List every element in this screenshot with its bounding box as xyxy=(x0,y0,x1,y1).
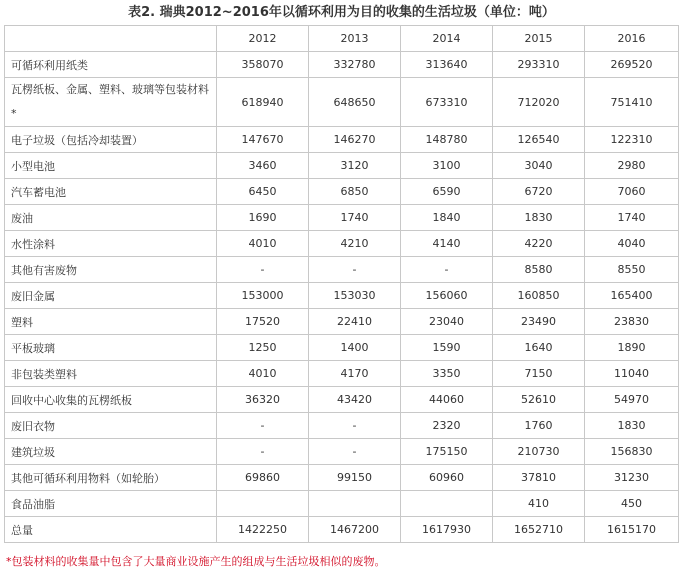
value-cell: 4220 xyxy=(493,231,585,257)
value-cell: 1615170 xyxy=(585,517,679,543)
value-cell: 1617930 xyxy=(401,517,493,543)
value-cell: 1640 xyxy=(493,335,585,361)
value-cell: 122310 xyxy=(585,127,679,153)
row-label: 非包装类塑料 xyxy=(5,361,217,387)
table-row xyxy=(5,439,679,465)
value-cell: 293310 xyxy=(493,52,585,78)
table-row xyxy=(5,491,679,517)
value-cell: 1652710 xyxy=(493,517,585,543)
header-cell-year: 2013 xyxy=(309,26,401,52)
value-cell: 17520 xyxy=(217,309,309,335)
value-cell: 44060 xyxy=(401,387,493,413)
value-cell: 6850 xyxy=(309,179,401,205)
row-label: 塑料 xyxy=(5,309,217,335)
value-cell: 8580 xyxy=(493,257,585,283)
value-cell xyxy=(401,491,493,517)
value-cell: 1422250 xyxy=(217,517,309,543)
footnote: *包装材料的收集量中包含了大量商业设施产生的组成与生活垃圾相似的废物。 xyxy=(6,555,386,568)
table-row xyxy=(5,361,679,387)
value-cell: 3350 xyxy=(401,361,493,387)
table-row xyxy=(5,257,679,283)
value-cell: 156060 xyxy=(401,283,493,309)
row-label: 汽车蓄电池 xyxy=(5,179,217,205)
table-row xyxy=(5,127,679,153)
value-cell: 156830 xyxy=(585,439,679,465)
table-row xyxy=(5,153,679,179)
value-cell: 4010 xyxy=(217,231,309,257)
value-cell: 3040 xyxy=(493,153,585,179)
value-cell: 11040 xyxy=(585,361,679,387)
value-cell: 673310 xyxy=(401,78,493,127)
value-cell: 4040 xyxy=(585,231,679,257)
row-label: 废旧衣物 xyxy=(5,413,217,439)
header-row xyxy=(5,26,679,52)
row-label: 水性涂料 xyxy=(5,231,217,257)
value-cell: 36320 xyxy=(217,387,309,413)
value-cell: 153030 xyxy=(309,283,401,309)
value-cell: - xyxy=(217,413,309,439)
row-label: 食品油脂 xyxy=(5,491,217,517)
value-cell: 147670 xyxy=(217,127,309,153)
value-cell xyxy=(309,491,401,517)
value-cell: 3120 xyxy=(309,153,401,179)
value-cell: 1740 xyxy=(309,205,401,231)
value-cell: 648650 xyxy=(309,78,401,127)
value-cell: - xyxy=(217,257,309,283)
value-cell: 37810 xyxy=(493,465,585,491)
value-cell: 269520 xyxy=(585,52,679,78)
waste-table xyxy=(4,25,679,543)
value-cell: 175150 xyxy=(401,439,493,465)
header-cell-corner xyxy=(5,26,217,52)
value-cell: 6450 xyxy=(217,179,309,205)
table-row xyxy=(5,179,679,205)
table-row xyxy=(5,78,679,127)
value-cell: - xyxy=(401,257,493,283)
value-cell: 1250 xyxy=(217,335,309,361)
value-cell xyxy=(217,491,309,517)
value-cell: 60960 xyxy=(401,465,493,491)
header-cell-year: 2012 xyxy=(217,26,309,52)
table-row xyxy=(5,335,679,361)
row-label: 总量 xyxy=(5,517,217,543)
value-cell: 751410 xyxy=(585,78,679,127)
header-cell-year: 2016 xyxy=(585,26,679,52)
table-row xyxy=(5,309,679,335)
value-cell: 1830 xyxy=(585,413,679,439)
value-cell: 1760 xyxy=(493,413,585,439)
value-cell: 22410 xyxy=(309,309,401,335)
value-cell: 99150 xyxy=(309,465,401,491)
table-row xyxy=(5,231,679,257)
value-cell: - xyxy=(309,439,401,465)
table-row xyxy=(5,517,679,543)
row-label: 废油 xyxy=(5,205,217,231)
value-cell: 4140 xyxy=(401,231,493,257)
value-cell: 1830 xyxy=(493,205,585,231)
row-label: 其他可循环利用物料（如轮胎） xyxy=(5,465,217,491)
row-label: 平板玻璃 xyxy=(5,335,217,361)
value-cell: 210730 xyxy=(493,439,585,465)
value-cell: 4210 xyxy=(309,231,401,257)
table-row xyxy=(5,283,679,309)
table-row xyxy=(5,205,679,231)
value-cell: - xyxy=(309,257,401,283)
value-cell: 148780 xyxy=(401,127,493,153)
table-caption: 表2. 瑞典2012~2016年以循环利用为目的收集的生活垃圾（单位：吨） xyxy=(128,5,555,20)
table-row xyxy=(5,52,679,78)
value-cell: 3460 xyxy=(217,153,309,179)
value-cell: 2980 xyxy=(585,153,679,179)
value-cell: 31230 xyxy=(585,465,679,491)
value-cell: 165400 xyxy=(585,283,679,309)
value-cell: 3100 xyxy=(401,153,493,179)
value-cell: 8550 xyxy=(585,257,679,283)
value-cell: 6590 xyxy=(401,179,493,205)
value-cell: 52610 xyxy=(493,387,585,413)
value-cell: 313640 xyxy=(401,52,493,78)
value-cell: 23490 xyxy=(493,309,585,335)
value-cell: 1467200 xyxy=(309,517,401,543)
value-cell: 126540 xyxy=(493,127,585,153)
value-cell: 358070 xyxy=(217,52,309,78)
row-label: 废旧金属 xyxy=(5,283,217,309)
table-row xyxy=(5,387,679,413)
row-label: 瓦楞纸板、金属、塑料、玻璃等包装材料* xyxy=(5,78,217,127)
value-cell: 450 xyxy=(585,491,679,517)
row-label: 可循环利用纸类 xyxy=(5,52,217,78)
value-cell: 332780 xyxy=(309,52,401,78)
value-cell: 160850 xyxy=(493,283,585,309)
value-cell: 6720 xyxy=(493,179,585,205)
row-label: 其他有害废物 xyxy=(5,257,217,283)
header-cell-year: 2014 xyxy=(401,26,493,52)
header-cell-year: 2015 xyxy=(493,26,585,52)
value-cell: - xyxy=(309,413,401,439)
row-label: 回收中心收集的瓦楞纸板 xyxy=(5,387,217,413)
value-cell: 43420 xyxy=(309,387,401,413)
table-body xyxy=(5,52,679,543)
value-cell: 410 xyxy=(493,491,585,517)
value-cell: 4010 xyxy=(217,361,309,387)
value-cell: 23830 xyxy=(585,309,679,335)
row-label: 小型电池 xyxy=(5,153,217,179)
value-cell: 1690 xyxy=(217,205,309,231)
row-label: 建筑垃圾 xyxy=(5,439,217,465)
value-cell: 1400 xyxy=(309,335,401,361)
value-cell: 23040 xyxy=(401,309,493,335)
value-cell: 7150 xyxy=(493,361,585,387)
value-cell: - xyxy=(217,439,309,465)
value-cell: 1890 xyxy=(585,335,679,361)
value-cell: 2320 xyxy=(401,413,493,439)
value-cell: 7060 xyxy=(585,179,679,205)
value-cell: 54970 xyxy=(585,387,679,413)
value-cell: 153000 xyxy=(217,283,309,309)
row-label: 电子垃圾（包括冷却装置） xyxy=(5,127,217,153)
table-row xyxy=(5,465,679,491)
value-cell: 1740 xyxy=(585,205,679,231)
value-cell: 1590 xyxy=(401,335,493,361)
value-cell: 1840 xyxy=(401,205,493,231)
value-cell: 712020 xyxy=(493,78,585,127)
value-cell: 618940 xyxy=(217,78,309,127)
table-row xyxy=(5,413,679,439)
value-cell: 4170 xyxy=(309,361,401,387)
value-cell: 69860 xyxy=(217,465,309,491)
value-cell: 146270 xyxy=(309,127,401,153)
